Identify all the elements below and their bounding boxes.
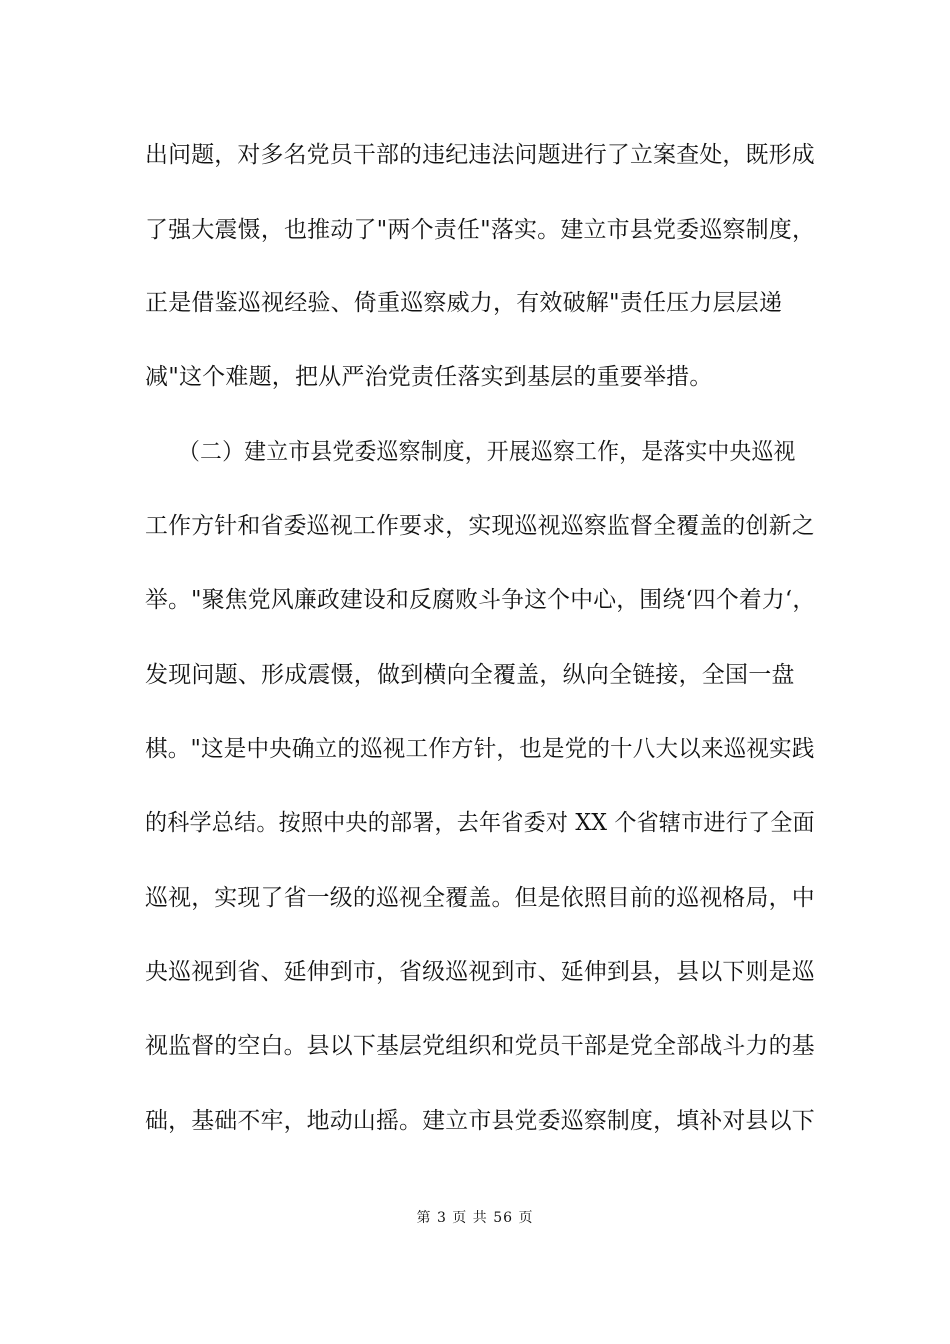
body-line-11: 巡视，实现了省一级的巡视全覆盖。但是依照目前的巡视格局，中 — [145, 885, 815, 911]
body-line-7: 举。"聚焦党风廉政建设和反腐败斗争这个中心，围绕‘四个着力‘， — [145, 587, 816, 613]
body-line-4: 减"这个难题，把从严治党责任落实到基层的重要举措。 — [145, 364, 713, 390]
body-line-10: 的科学总结。按照中央的部署，去年省委对 XX 个省辖市进行了全面 — [145, 810, 815, 836]
body-line-5-paragraph-start: （二）建立市县党委巡察制度，开展巡察工作，是落实中央巡视 — [178, 439, 796, 465]
body-line-9: 棋。"这是中央确立的巡视工作方针，也是党的十八大以来巡视实践 — [145, 736, 815, 762]
page-number-footer: 第 3 页 共 56 页 — [416, 1210, 534, 1226]
body-line-8: 发现问题、形成震慑，做到横向全覆盖，纵向全链接，全国一盘 — [145, 662, 795, 688]
body-line-1: 出问题，对多名党员干部的违纪违法问题进行了立案查处，既形成 — [145, 142, 815, 168]
body-line-3: 正是借鉴巡视经验、倚重巡察威力，有效破解"责任压力层层递 — [145, 290, 783, 316]
body-line-2: 了强大震慑，也推动了"两个责任"落实。建立市县党委巡察制度， — [145, 217, 816, 243]
body-line-13: 视监督的空白。县以下基层党组织和党员干部是党全部战斗力的基 — [145, 1033, 815, 1059]
body-line-12: 央巡视到省、延伸到市，省级巡视到市、延伸到县，县以下则是巡 — [145, 959, 815, 985]
body-line-6: 工作方针和省委巡视工作要求，实现巡视巡察监督全覆盖的创新之 — [145, 513, 815, 539]
body-line-14: 础，基础不牢，地动山摇。建立市县党委巡察制度，填补对县以下 — [145, 1108, 815, 1134]
